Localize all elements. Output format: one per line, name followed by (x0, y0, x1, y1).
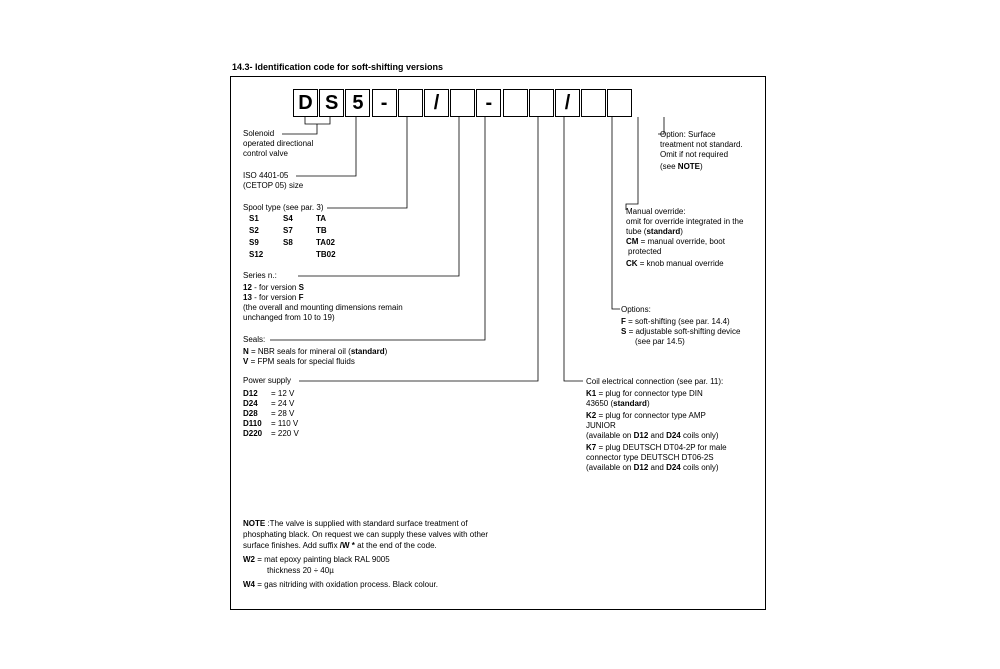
coil-block: Coil electrical connection (see par. 11): K1 = plug for connector type DIN 43650 (standard) K2 = plug for connector type AMP JUNIOR (available on D12 and D24 coils only) K7 = plug DEUTSCH DT04-2P for male connector type DEUTSCH DT06-2S (available on D12 and D24 coils only) (586, 377, 727, 472)
code-box-1: D (293, 89, 318, 117)
code-box-3: 5 (345, 89, 370, 117)
note-block: NOTE :The valve is supplied with standard surface treatment of phosphating black. On request we can supply these valves with other surface finishes. Add suffix /W * at the end of the code. W2 = mat epoxy painting black RAL 9005 thickness 20 ÷ 40µ W4 = gas nitriding with oxidation process. Black colour. (243, 519, 489, 589)
surface-option-block: Option: Surface treatment not standard. Omit if not required (see NOTE) (660, 130, 743, 171)
options-block: Options: F = soft-shifting (see par. 14.4) S = adjustable soft-shifting device (see par 14.5) (621, 305, 741, 346)
solenoid-label: Solenoid operated directional control valve (243, 129, 314, 158)
code-box-2: S (319, 89, 344, 117)
page-title: 14.3- Identification code for soft-shifting versions (232, 62, 444, 72)
iso-label: ISO 4401-05 (CETOP 05) size (243, 171, 304, 190)
series-block: Series n.: 12 - for version S 13 - for version F (the overall and mounting dimensions remain unchanged from 10 to 19) (243, 271, 403, 322)
code-box-8: - (476, 89, 501, 117)
spool-heading: Spool type (see par. 3) (243, 203, 324, 212)
manual-override-block: Manual override: omit for override integrated in the tube (standard) CM = manual override, boot protected CK = knob manual override (626, 207, 744, 268)
power-heading: Power supply (243, 376, 292, 385)
code-box-6: / (424, 89, 449, 117)
seals-block: Seals: N = NBR seals for mineral oil (standard) V = FPM seals for special fluids (243, 335, 388, 366)
code-box-11: / (555, 89, 580, 117)
code-box-4: - (372, 89, 397, 117)
